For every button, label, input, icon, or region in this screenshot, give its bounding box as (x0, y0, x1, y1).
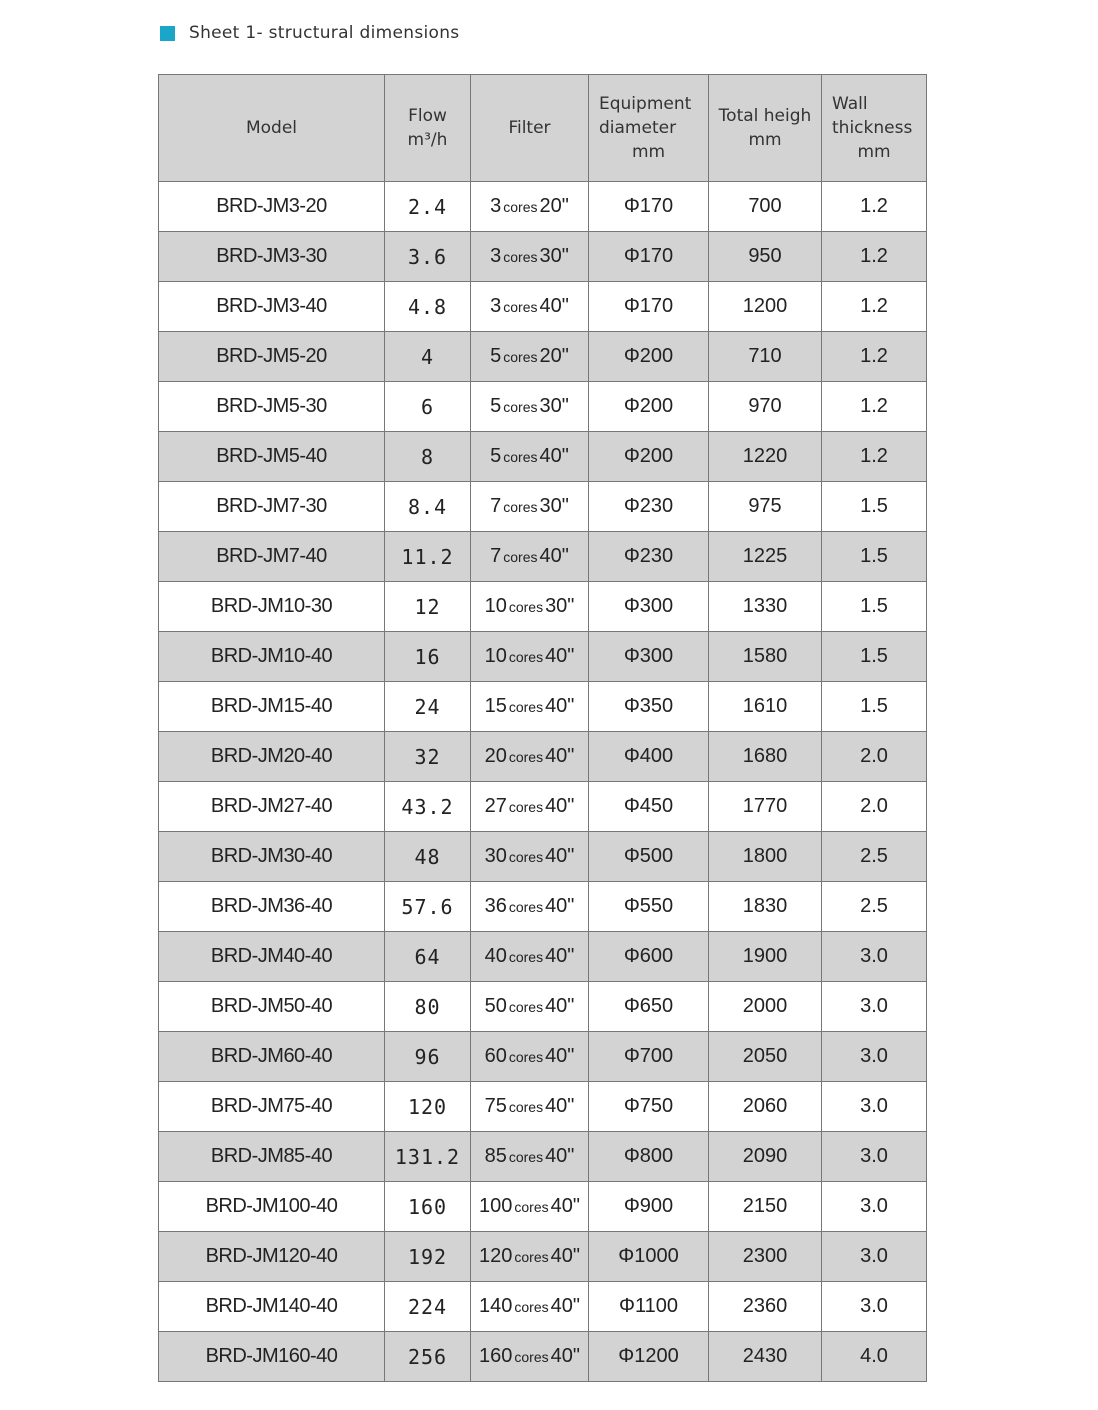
filter-cores-label: cores (508, 1149, 544, 1165)
filter-cores-label: cores (503, 399, 538, 415)
filter-size: 20" (539, 195, 569, 217)
cell-diameter: Φ170 (589, 282, 709, 332)
table-row (159, 332, 927, 382)
cell-filter (471, 682, 589, 732)
cell-filter (471, 732, 589, 782)
header-diameter: Equipment diameter mm (589, 75, 709, 182)
table-row (159, 582, 927, 632)
cell-wall-thickness: 1.2 (822, 332, 927, 382)
cell-flow: 8 (385, 432, 471, 482)
cell-wall-thickness: 2.5 (822, 882, 927, 932)
cell-flow: 192 (385, 1232, 471, 1282)
cell-wall-thickness: 1.5 (822, 682, 927, 732)
cell-model: BRD-JM160-40 (159, 1332, 385, 1382)
filter-size: 40" (545, 745, 575, 767)
cell-wall-thickness: 1.5 (822, 482, 927, 532)
cell-model: BRD-JM7-40 (159, 532, 385, 582)
cell-flow: 8.4 (385, 482, 471, 532)
filter-size: 30" (539, 245, 569, 267)
table-row (159, 682, 927, 732)
cell-model: BRD-JM40-40 (159, 932, 385, 982)
cell-diameter: Φ550 (589, 882, 709, 932)
cell-diameter: Φ650 (589, 982, 709, 1032)
cell-wall-thickness: 3.0 (822, 1132, 927, 1182)
cell-diameter: Φ700 (589, 1032, 709, 1082)
cell-filter (471, 1032, 589, 1082)
cell-total-height: 2050 (709, 1032, 822, 1082)
filter-cores-label: cores (508, 999, 544, 1015)
filter-size: 40" (545, 695, 575, 717)
cell-flow: 131.2 (385, 1132, 471, 1182)
cell-wall-thickness: 3.0 (822, 1082, 927, 1132)
table-row (159, 482, 927, 532)
cell-total-height: 2430 (709, 1332, 822, 1382)
cell-model: BRD-JM3-40 (159, 282, 385, 332)
cell-flow: 43.2 (385, 782, 471, 832)
cell-diameter: Φ230 (589, 532, 709, 582)
cell-filter (471, 232, 589, 282)
table-row (159, 382, 927, 432)
cell-wall-thickness: 2.5 (822, 832, 927, 882)
cell-diameter: Φ450 (589, 782, 709, 832)
cell-filter (471, 1232, 589, 1282)
cell-flow: 11.2 (385, 532, 471, 582)
cell-filter (471, 432, 589, 482)
structural-dimensions-table (158, 74, 927, 1382)
table-row (159, 732, 927, 782)
cell-total-height: 1580 (709, 632, 822, 682)
cell-model: BRD-JM15-40 (159, 682, 385, 732)
cell-flow: 4.8 (385, 282, 471, 332)
cell-model: BRD-JM75-40 (159, 1082, 385, 1132)
table-row (159, 182, 927, 232)
cell-total-height: 2360 (709, 1282, 822, 1332)
cell-wall-thickness: 3.0 (822, 1032, 927, 1082)
filter-cores-label: cores (508, 749, 544, 765)
square-bullet-icon (160, 26, 175, 41)
filter-core-count: 5 (490, 445, 502, 467)
cell-total-height: 1200 (709, 282, 822, 332)
cell-flow: 16 (385, 632, 471, 682)
cell-total-height: 1330 (709, 582, 822, 632)
filter-size: 40" (545, 845, 575, 867)
cell-model: BRD-JM3-30 (159, 232, 385, 282)
cell-total-height: 1770 (709, 782, 822, 832)
filter-size: 40" (545, 945, 575, 967)
table-row (159, 832, 927, 882)
table-row (159, 782, 927, 832)
filter-cores-label: cores (503, 499, 538, 515)
filter-cores-label: cores (508, 799, 544, 815)
filter-core-count: 10 (484, 595, 507, 617)
cell-model: BRD-JM60-40 (159, 1032, 385, 1082)
cell-model: BRD-JM120-40 (159, 1232, 385, 1282)
cell-total-height: 1800 (709, 832, 822, 882)
filter-core-count: 160 (479, 1345, 513, 1367)
cell-wall-thickness: 1.2 (822, 182, 927, 232)
cell-model: BRD-JM3-20 (159, 182, 385, 232)
cell-total-height: 2300 (709, 1232, 822, 1282)
cell-filter (471, 1182, 589, 1232)
cell-filter (471, 782, 589, 832)
cell-total-height: 1900 (709, 932, 822, 982)
filter-core-count: 27 (484, 795, 507, 817)
cell-model: BRD-JM27-40 (159, 782, 385, 832)
filter-core-count: 10 (484, 645, 507, 667)
filter-cores-label: cores (503, 449, 538, 465)
cell-model: BRD-JM140-40 (159, 1282, 385, 1332)
filter-size: 20" (539, 345, 569, 367)
cell-filter (471, 832, 589, 882)
cell-wall-thickness: 3.0 (822, 932, 927, 982)
filter-core-count: 3 (490, 295, 502, 317)
cell-wall-thickness: 1.2 (822, 282, 927, 332)
table-row (159, 1082, 927, 1132)
cell-diameter: Φ750 (589, 1082, 709, 1132)
cell-model: BRD-JM5-20 (159, 332, 385, 382)
cell-filter (471, 982, 589, 1032)
cell-diameter: Φ800 (589, 1132, 709, 1182)
cell-flow: 96 (385, 1032, 471, 1082)
cell-total-height: 1220 (709, 432, 822, 482)
filter-size: 40" (550, 1345, 580, 1367)
cell-wall-thickness: 1.2 (822, 432, 927, 482)
cell-diameter: Φ200 (589, 332, 709, 382)
cell-total-height: 1830 (709, 882, 822, 932)
filter-size: 40" (545, 645, 575, 667)
table-row (159, 1182, 927, 1232)
filter-cores-label: cores (508, 849, 544, 865)
cell-diameter: Φ1100 (589, 1282, 709, 1332)
filter-core-count: 85 (484, 1145, 507, 1167)
cell-wall-thickness: 3.0 (822, 1282, 927, 1332)
cell-filter (471, 182, 589, 232)
cell-total-height: 2000 (709, 982, 822, 1032)
cell-filter (471, 1132, 589, 1182)
table-row (159, 632, 927, 682)
cell-wall-thickness: 1.2 (822, 232, 927, 282)
filter-core-count: 40 (484, 945, 507, 967)
header-flow: Flow m³/h (385, 75, 471, 182)
filter-core-count: 7 (490, 495, 502, 517)
cell-diameter: Φ200 (589, 382, 709, 432)
table-row (159, 1032, 927, 1082)
cell-filter (471, 882, 589, 932)
filter-core-count: 60 (484, 1045, 507, 1067)
filter-size: 40" (539, 295, 569, 317)
cell-wall-thickness: 1.5 (822, 632, 927, 682)
cell-diameter: Φ900 (589, 1182, 709, 1232)
table-row (159, 532, 927, 582)
filter-cores-label: cores (503, 349, 538, 365)
cell-filter (471, 382, 589, 432)
filter-cores-label: cores (508, 699, 544, 715)
cell-filter (471, 1082, 589, 1132)
filter-cores-label: cores (514, 1349, 549, 1365)
cell-diameter: Φ170 (589, 182, 709, 232)
cell-filter (471, 482, 589, 532)
cell-flow: 80 (385, 982, 471, 1032)
table-row (159, 1282, 927, 1332)
cell-flow: 4 (385, 332, 471, 382)
filter-size: 40" (545, 1045, 575, 1067)
cell-total-height: 710 (709, 332, 822, 382)
cell-model: BRD-JM20-40 (159, 732, 385, 782)
cell-filter (471, 532, 589, 582)
cell-diameter: Φ350 (589, 682, 709, 732)
cell-wall-thickness: 1.5 (822, 532, 927, 582)
filter-size: 30" (539, 495, 569, 517)
cell-wall-thickness: 3.0 (822, 982, 927, 1032)
filter-core-count: 7 (490, 545, 502, 567)
cell-diameter: Φ600 (589, 932, 709, 982)
filter-size: 30" (545, 595, 575, 617)
filter-size: 40" (545, 1145, 575, 1167)
cell-flow: 64 (385, 932, 471, 982)
table-row (159, 882, 927, 932)
cell-flow: 12 (385, 582, 471, 632)
cell-diameter: Φ230 (589, 482, 709, 532)
filter-cores-label: cores (503, 549, 538, 565)
filter-size: 40" (539, 445, 569, 467)
filter-core-count: 100 (479, 1195, 513, 1217)
cell-flow: 2.4 (385, 182, 471, 232)
filter-size: 40" (545, 995, 575, 1017)
cell-flow: 160 (385, 1182, 471, 1232)
header-filter: Filter (471, 75, 589, 182)
table-row (159, 282, 927, 332)
cell-total-height: 1610 (709, 682, 822, 732)
filter-core-count: 20 (484, 745, 507, 767)
cell-total-height: 950 (709, 232, 822, 282)
filter-cores-label: cores (514, 1249, 549, 1265)
cell-model: BRD-JM85-40 (159, 1132, 385, 1182)
cell-flow: 48 (385, 832, 471, 882)
cell-flow: 120 (385, 1082, 471, 1132)
filter-size: 30" (539, 395, 569, 417)
cell-total-height: 1680 (709, 732, 822, 782)
cell-flow: 24 (385, 682, 471, 732)
filter-cores-label: cores (514, 1199, 549, 1215)
cell-filter (471, 932, 589, 982)
filter-cores-label: cores (508, 649, 544, 665)
cell-filter (471, 332, 589, 382)
cell-flow: 256 (385, 1332, 471, 1382)
filter-cores-label: cores (503, 199, 538, 215)
cell-total-height: 2150 (709, 1182, 822, 1232)
filter-cores-label: cores (508, 1099, 544, 1115)
cell-model: BRD-JM5-40 (159, 432, 385, 482)
filter-core-count: 30 (484, 845, 507, 867)
header-wall-thickness: Wall thickness mm (822, 75, 927, 182)
table-row (159, 1332, 927, 1382)
sheet-title (160, 22, 459, 44)
cell-model: BRD-JM10-30 (159, 582, 385, 632)
filter-cores-label: cores (514, 1299, 549, 1315)
filter-core-count: 3 (490, 245, 502, 267)
filter-size: 40" (550, 1245, 580, 1267)
table-row (159, 982, 927, 1032)
cell-flow: 32 (385, 732, 471, 782)
filter-cores-label: cores (508, 899, 544, 915)
filter-size: 40" (550, 1295, 580, 1317)
table-row (159, 1132, 927, 1182)
cell-model: BRD-JM10-40 (159, 632, 385, 682)
filter-core-count: 75 (484, 1095, 507, 1117)
header-total-height: Total heigh mm (709, 75, 822, 182)
cell-filter (471, 582, 589, 632)
filter-cores-label: cores (508, 1049, 544, 1065)
sheet-title-text: Sheet 1- structural dimensions (189, 23, 460, 43)
table-row (159, 232, 927, 282)
cell-model: BRD-JM100-40 (159, 1182, 385, 1232)
filter-cores-label: cores (508, 949, 544, 965)
cell-model: BRD-JM50-40 (159, 982, 385, 1032)
cell-wall-thickness: 2.0 (822, 782, 927, 832)
cell-flow: 224 (385, 1282, 471, 1332)
cell-total-height: 2060 (709, 1082, 822, 1132)
cell-filter (471, 1282, 589, 1332)
cell-diameter: Φ300 (589, 582, 709, 632)
cell-total-height: 2090 (709, 1132, 822, 1182)
cell-flow: 3.6 (385, 232, 471, 282)
cell-wall-thickness: 4.0 (822, 1332, 927, 1382)
cell-diameter: Φ200 (589, 432, 709, 482)
cell-diameter: Φ400 (589, 732, 709, 782)
filter-cores-label: cores (503, 249, 538, 265)
cell-total-height: 975 (709, 482, 822, 532)
cell-wall-thickness: 3.0 (822, 1182, 927, 1232)
header-model: Model (159, 75, 385, 182)
cell-diameter: Φ500 (589, 832, 709, 882)
cell-diameter: Φ1200 (589, 1332, 709, 1382)
table-body (159, 182, 927, 1382)
filter-core-count: 140 (479, 1295, 513, 1317)
filter-core-count: 3 (490, 195, 502, 217)
filter-size: 40" (550, 1195, 580, 1217)
filter-size: 40" (545, 895, 575, 917)
cell-wall-thickness: 1.2 (822, 382, 927, 432)
table-header-row (159, 75, 927, 182)
filter-size: 40" (539, 545, 569, 567)
cell-flow: 6 (385, 382, 471, 432)
cell-wall-thickness: 2.0 (822, 732, 927, 782)
cell-model: BRD-JM5-30 (159, 382, 385, 432)
cell-flow: 57.6 (385, 882, 471, 932)
filter-core-count: 5 (490, 345, 502, 367)
filter-size: 40" (545, 1095, 575, 1117)
cell-wall-thickness: 3.0 (822, 1232, 927, 1282)
filter-core-count: 5 (490, 395, 502, 417)
filter-core-count: 36 (484, 895, 507, 917)
filter-cores-label: cores (508, 599, 544, 615)
cell-filter (471, 282, 589, 332)
cell-diameter: Φ300 (589, 632, 709, 682)
cell-model: BRD-JM7-30 (159, 482, 385, 532)
cell-model: BRD-JM30-40 (159, 832, 385, 882)
cell-wall-thickness: 1.5 (822, 582, 927, 632)
table-row (159, 432, 927, 482)
filter-core-count: 15 (484, 695, 507, 717)
filter-core-count: 120 (479, 1245, 513, 1267)
filter-cores-label: cores (503, 299, 538, 315)
cell-filter (471, 1332, 589, 1382)
cell-total-height: 970 (709, 382, 822, 432)
filter-core-count: 50 (484, 995, 507, 1017)
cell-diameter: Φ170 (589, 232, 709, 282)
cell-total-height: 700 (709, 182, 822, 232)
table-row (159, 1232, 927, 1282)
cell-total-height: 1225 (709, 532, 822, 582)
table-row (159, 932, 927, 982)
cell-model: BRD-JM36-40 (159, 882, 385, 932)
filter-size: 40" (545, 795, 575, 817)
cell-diameter: Φ1000 (589, 1232, 709, 1282)
cell-filter (471, 632, 589, 682)
